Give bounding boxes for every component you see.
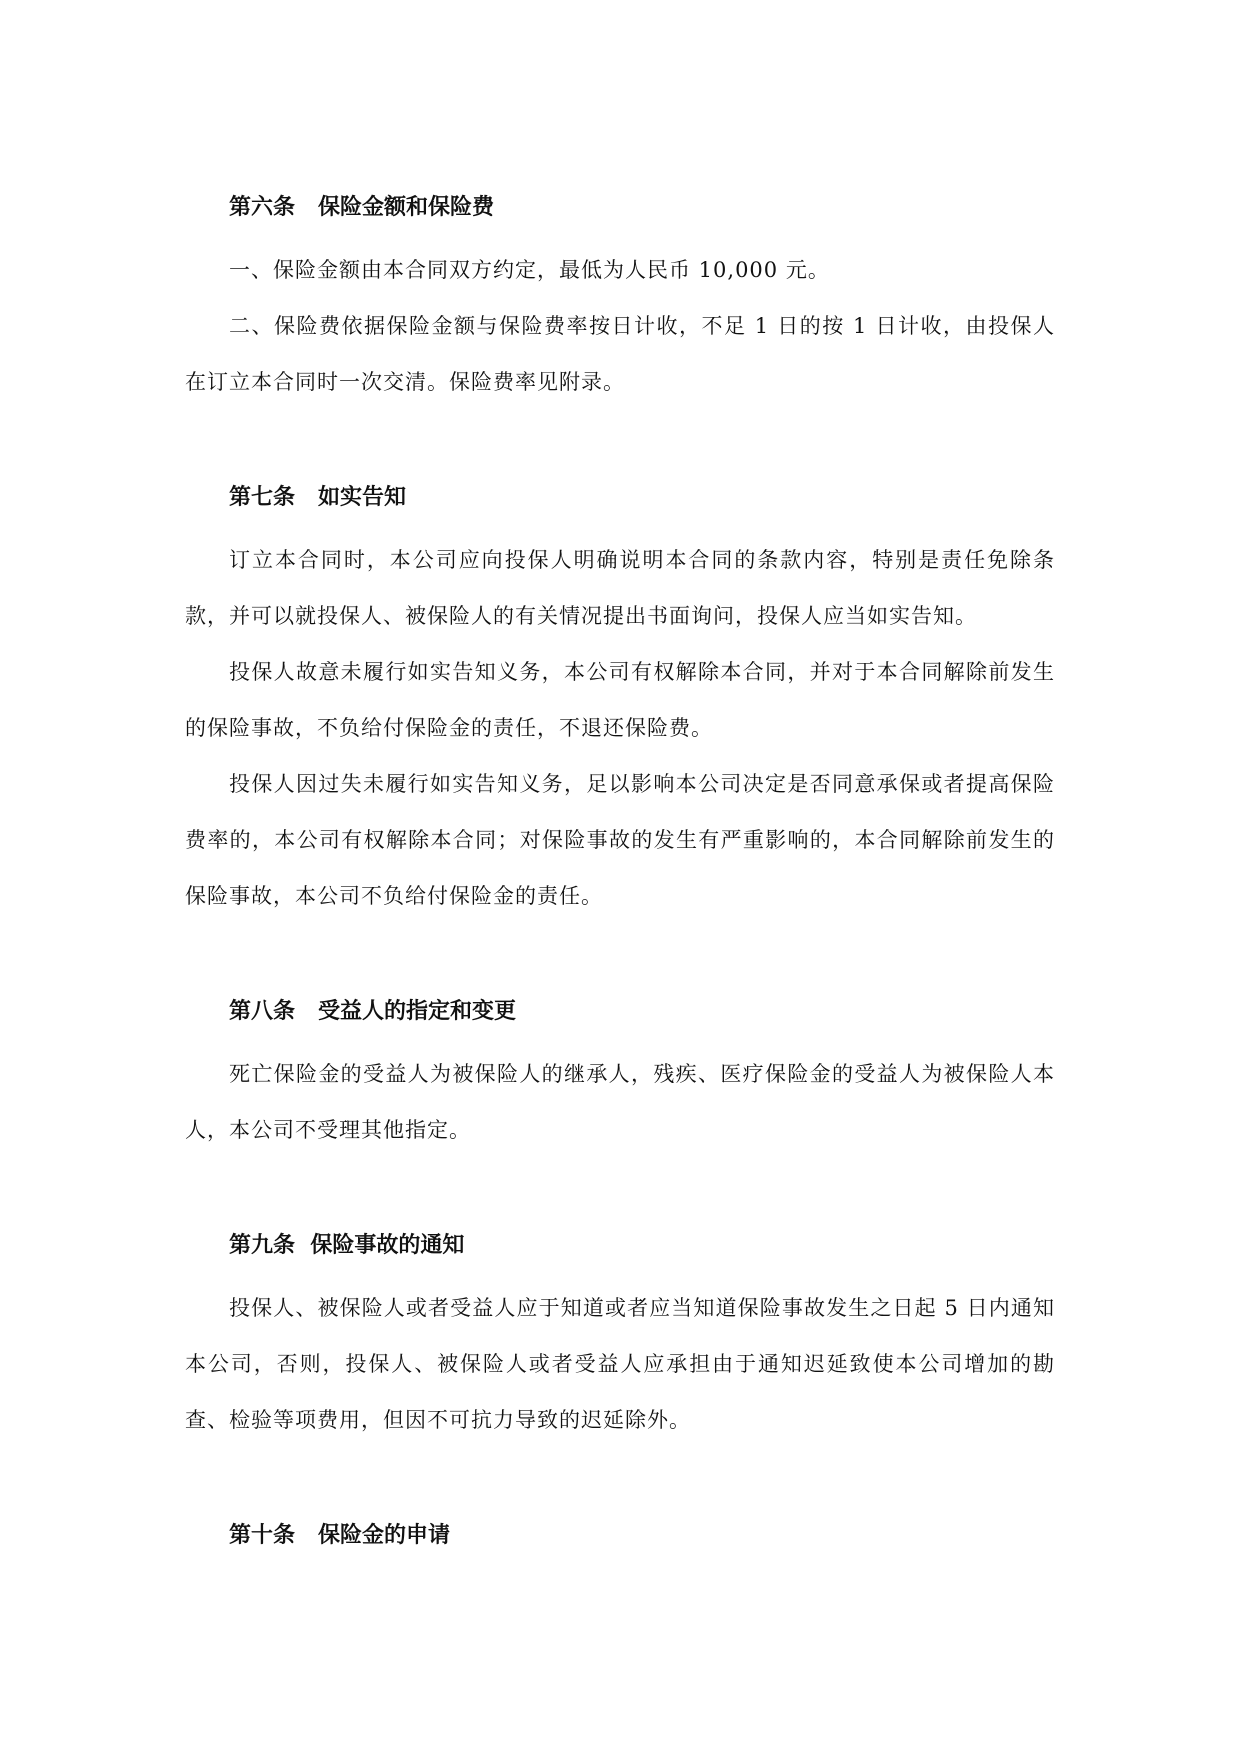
article-heading: 第八条 受益人的指定和变更 (229, 999, 516, 1024)
article-paragraph: 投保人因过失未履行如实告知义务，足以影响本公司决定是否同意承保或者提高保险费率的，本公司有权解除本合同；对保险事故的发生有严重影响的，本合同解除前发生的保险事故，本公司不负给付保险金的责任。 (185, 772, 1055, 908)
article-paragraph: 死亡保险金的受益人为被保险人的继承人，残疾、医疗保险金的受益人为被保险人本人，本公司不受理其他指定。 (185, 1062, 1055, 1142)
article-paragraph: 订立本合同时，本公司应向投保人明确说明本合同的条款内容，特别是责任免除条款，并可以就投保人、被保险人的有关情况提出书面询问，投保人应当如实告知。 (185, 548, 1055, 628)
article-heading: 第九条 保险事故的通知 (229, 1233, 465, 1258)
article-6 (185, 190, 1055, 410)
article-paragraph: 一、保险金额由本合同双方约定，最低为人民币 10,000 元。 (229, 258, 830, 282)
document-body (185, 190, 1055, 1624)
article-heading: 第十条 保险金的申请 (229, 1523, 450, 1548)
article-10 (185, 1518, 1055, 1554)
article-paragraph: 投保人故意未履行如实告知义务，本公司有权解除本合同，并对于本合同解除前发生的保险事故，不负给付保险金的责任，不退还保险费。 (185, 660, 1055, 740)
article-paragraph: 二、保险费依据保险金额与保险费率按日计收，不足 1 日的按 1 日计收，由投保人在订立本合同时一次交清。保险费率见附录。 (185, 314, 1055, 394)
article-9 (185, 1228, 1055, 1448)
article-7 (185, 480, 1055, 924)
article-paragraph: 投保人、被保险人或者受益人应于知道或者应当知道保险事故发生之日起 5 日内通知本公司，否则，投保人、被保险人或者受益人应承担由于通知迟延致使本公司增加的勘查、检验等项费用，但因不可抗力导致的迟延除外。 (185, 1296, 1055, 1432)
article-8 (185, 994, 1055, 1158)
article-heading: 第六条 保险金额和保险费 (229, 195, 494, 220)
article-heading: 第七条 如实告知 (229, 485, 406, 510)
